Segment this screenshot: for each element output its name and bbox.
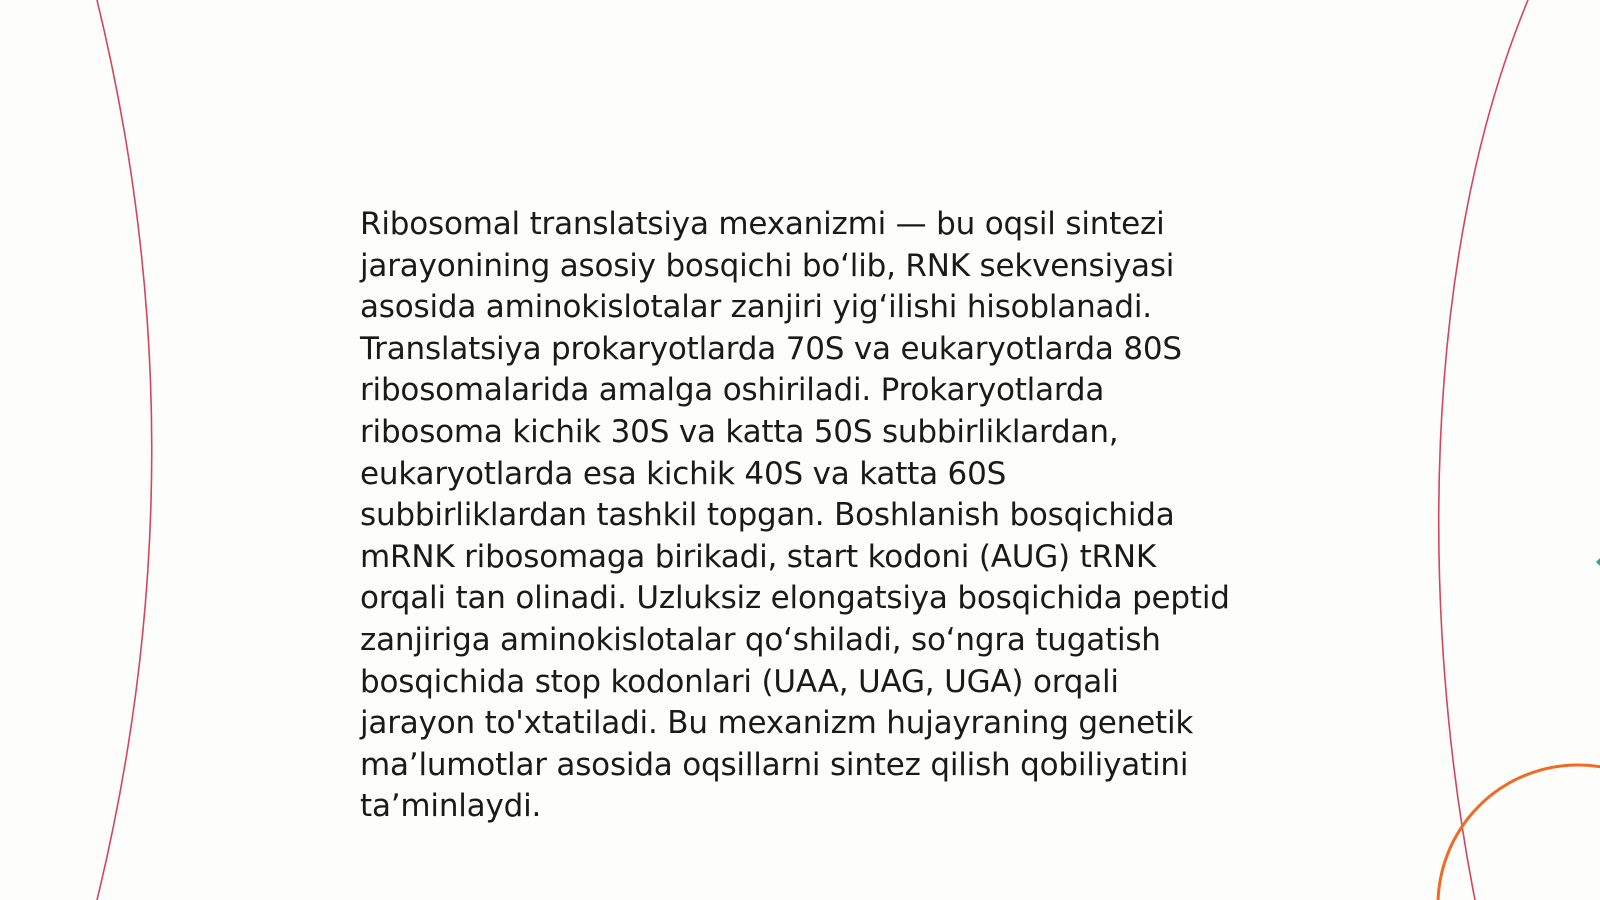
body-paragraph: Ribosomal translatsiya mexanizmi — bu oqsil sintezi jarayonining asosiy bosqichi boʻlib, RNK sekvensiyasi asosida aminokislotalar zanjiri yigʻilishi hisoblanadi. Translatsiya prokaryotlarda 70S va eukaryotlarda 80S ribosomalarida amalga oshiriladi. Prokaryotlarda ribosoma kichik 30S va katta 50S subbirliklardan, eukaryotlarda esa kichik 40S va katta 60S subbirliklardan tashkil topgan. Boshlanish bosqichida mRNK ribosomaga birikadi, start kodoni (AUG) tRNK orqali tan olinadi. Uzluksiz elongatsiya bosqichida peptid zanjiriga aminokislotalar qoʻshiladi, soʻngra tugatish bosqichida stop kodonlari (UAA, UAG, UGA) orqali jarayon to'xtatiladi. Bu mexanizm hujayraning genetik maʼlumotlar asosida oqsillarni sintez qilish qobiliyatini taʼminlaydi. xyxy=(360,206,1230,825)
right-curve xyxy=(1439,0,1528,900)
teal-accent xyxy=(1596,558,1600,566)
left-curve xyxy=(97,0,152,900)
